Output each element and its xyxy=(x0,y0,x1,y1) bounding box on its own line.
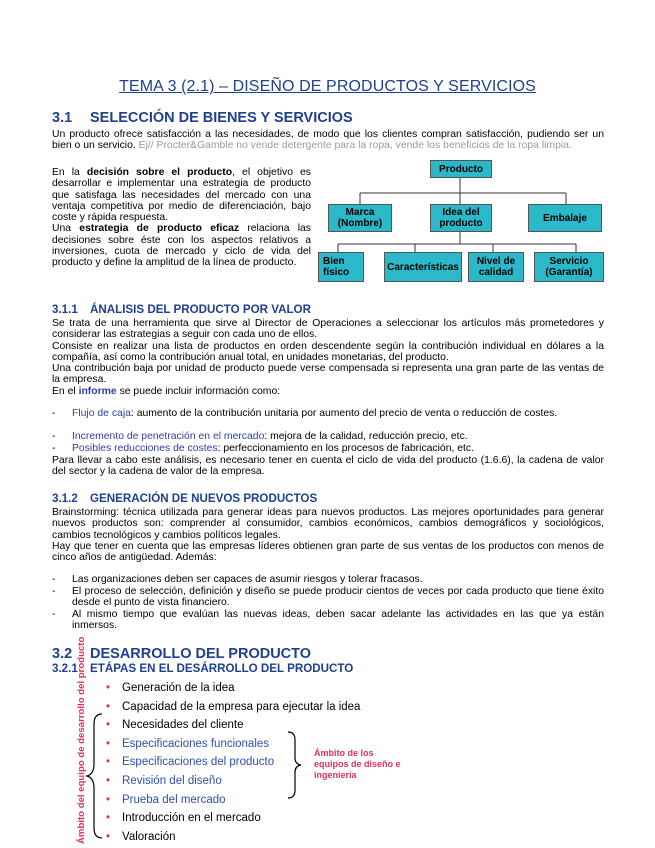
diagram-node-embalaje: Embalaje xyxy=(528,204,602,232)
section-title: GENERACIÓN DE NUEVOS PRODUCTOS xyxy=(90,492,318,505)
paragraph xyxy=(52,386,604,397)
informe-term: informe xyxy=(78,385,117,397)
bullet-dash: - xyxy=(52,586,56,597)
bullet-dot: • xyxy=(106,737,111,750)
section-heading-3-2 xyxy=(52,646,311,662)
list-item xyxy=(106,753,274,772)
section-number: 3.1 xyxy=(52,110,73,126)
section-title: ÁNALISIS DEL PRODUCTO POR VALOR xyxy=(90,303,311,316)
section-title: DESARROLLO DEL PRODUCTO xyxy=(90,646,312,662)
intro-paragraph xyxy=(52,129,604,152)
paragraph: Brainstorming: técnica utilizada para generar ideas para nuevos productos. Las mejores oportunidades para generar nuevos productos son: comprender al consumidor, cambios económicos, cambios demográficos y sociológicos, cambios tecnológicos y cambios políticos legales. xyxy=(52,507,604,541)
list-term: Flujo de caja xyxy=(72,408,131,419)
bold-term: decisión sobre el producto xyxy=(86,167,233,178)
bullet-dot: • xyxy=(106,700,111,713)
list-item xyxy=(52,586,604,609)
list-desc: : aumento de la contribución unitaria por aumento del precio de venta o reducción de costes. xyxy=(130,408,558,419)
intro-text: Un producto ofrece satisfacción a las necesidades, de modo que los clientes compran satisfacción, pudiendo ser un bien o un servicio. xyxy=(52,129,604,152)
bullet-dash: - xyxy=(52,408,56,419)
list-text: Al mismo tiempo que evalúan las nuevas ideas, deben sacar adelante las actividades en las que ya están inmersos. xyxy=(72,609,604,632)
text-run: se puede incluir información como: xyxy=(116,385,281,397)
bullet-dash: - xyxy=(52,574,56,585)
page-title: TEMA 3 (2.1) – DISEÑO DE PRODUCTOS Y SERVICIOS xyxy=(119,78,536,95)
bullet-dot: • xyxy=(106,756,111,769)
list-desc: : mejora de la calidad, reducción precio, etc. xyxy=(264,431,468,442)
step-text: Generación de la idea xyxy=(122,682,235,694)
list-text: Las organizaciones deben ser capaces de asumir riesgos y tolerar fracasos. xyxy=(72,574,423,585)
section-number: 3.1.2 xyxy=(52,492,78,505)
bullet-dot: • xyxy=(106,719,111,732)
generation-paragraphs xyxy=(52,507,604,563)
list-item xyxy=(52,431,604,442)
diagram-node-bien: Bien físico xyxy=(318,252,364,282)
step-text: Especificaciones funcionales xyxy=(122,737,270,750)
list-term: Incremento de penetración en el mercado xyxy=(72,431,265,442)
analysis-paragraphs xyxy=(52,318,604,397)
step-text: Prueba del mercado xyxy=(122,793,226,806)
section-heading-3-2-1 xyxy=(52,662,353,675)
list-text: El proceso de selección, definición y diseño se puede producir cientos de veces por cada producto que tiene éxito desde el punto de vista financiero. xyxy=(72,586,604,609)
left-scope-label: Ámbito del equipo de desarrollo del producto xyxy=(76,636,87,844)
section-title: SELECCIÓN DE BIENES Y SERVICIOS xyxy=(90,110,353,126)
list-text xyxy=(72,431,604,442)
bullet-dot: • xyxy=(106,775,111,787)
text-run: En la xyxy=(52,167,87,178)
paragraph: Se trata de una herramienta que sirve al Director de Operaciones a seleccionar los artículos más prometedores y considerar las estrategias a seguir con cada uno de ellos. xyxy=(52,318,604,341)
list-text xyxy=(72,443,604,454)
diagram-node-calidad: Nivel de calidad xyxy=(468,252,524,282)
example-text: Ej// Procter&Gamble no vende detergente para la ropa, vende los beneficios de la ropa limpia. xyxy=(138,140,572,152)
right-brace xyxy=(286,730,304,800)
list-item xyxy=(52,443,604,454)
list-item xyxy=(106,698,360,717)
diagram-node-idea: Idea del producto xyxy=(430,204,492,232)
list-item xyxy=(106,809,261,828)
list-item xyxy=(106,679,235,698)
list-item xyxy=(106,772,222,791)
diagram-node-marca: Marca (Nombre) xyxy=(328,204,392,232)
bullet-dash: - xyxy=(52,431,56,442)
left-column-text xyxy=(52,167,311,269)
diagram-root: Producto xyxy=(430,160,492,178)
section-heading-3-1-2 xyxy=(52,492,317,505)
bullet-dot: • xyxy=(106,793,111,806)
section-number: 3.2 xyxy=(52,646,73,662)
text-run: relaciona las decisiones sobre éste con los aspectos relativos a inversiones, cuota de mercado y ciclo de vida del producto y define la amplitud de la línea de producto. xyxy=(52,223,311,269)
list-item xyxy=(52,408,604,419)
section-number: 3.2.1 xyxy=(52,662,78,675)
list-item xyxy=(106,828,176,847)
step-text: Revisión del diseño xyxy=(122,775,222,787)
right-scope-label: Ámbito de los equipos de diseño e ingeniería xyxy=(314,748,401,780)
diagram-node-servicio: Servicio (Garantía) xyxy=(534,252,604,282)
paragraph: Consiste en realizar una lista de productos en orden descendente según la contribución individual en dólares a la compañía, así como la contribución anual total, en unidades monetarias, del producto. xyxy=(52,340,604,363)
bullet-dot: • xyxy=(106,830,111,843)
diagram-node-caracteristicas: Características xyxy=(384,252,462,282)
list-item xyxy=(52,609,604,632)
step-text: Necesidades del cliente xyxy=(122,719,244,732)
section-heading-3-1-1 xyxy=(52,303,311,316)
list-term: Posibles reducciones de costes xyxy=(72,443,218,454)
step-text: Introducción en el mercado xyxy=(122,812,261,825)
paragraph: Hay que tener en cuenta que las empresas líderes obtienen gran parte de sus ventas de los productos con menos de cinco años de antigüedad. Además: xyxy=(52,540,604,564)
text-run: Una xyxy=(52,223,80,235)
section-heading-3-1 xyxy=(52,110,353,126)
text-run: En el xyxy=(52,385,79,397)
paragraph: Para llevar a cabo este análisis, es necesario tener en cuenta el ciclo de vida del producto (1.6.6), la cadena de valor del sector y la cadena de valor de la empresa. xyxy=(52,455,604,478)
text-run: , el objetivo es desarrollar e implementar una estrategia de producto que satisfaga las necesidades del mercado con una ventaja competitiva por medio de diferenciación, bajo coste y rápida respuesta. xyxy=(52,167,311,224)
bullet-dot: • xyxy=(106,812,111,825)
bullet-dash: - xyxy=(52,443,56,454)
list-item xyxy=(52,574,604,585)
list-item xyxy=(106,716,243,735)
section-number: 3.1.1 xyxy=(52,303,78,316)
paragraph: Una contribución baja por unidad de producto puede verse compensada si representa una gran parte de las ventas de la empresa. xyxy=(52,363,604,386)
bold-term: estrategia de producto eficaz xyxy=(79,223,240,235)
step-text: Capacidad de la empresa para ejecutar la idea xyxy=(122,700,361,713)
section-title: ETÁPAS EN EL DESÁRROLLO DEL PRODUCTO xyxy=(90,662,354,675)
list-item xyxy=(106,735,269,754)
bullet-dot: • xyxy=(106,682,111,694)
list-desc: : perfeccionamiento en los procesos de fabricación, etc. xyxy=(217,443,475,454)
step-text: Valoración xyxy=(122,830,176,843)
list-text xyxy=(72,408,604,419)
product-diagram xyxy=(318,160,608,285)
bullet-dash: - xyxy=(52,609,56,620)
step-text: Especificaciones del producto xyxy=(122,756,275,769)
list-item xyxy=(106,791,226,810)
